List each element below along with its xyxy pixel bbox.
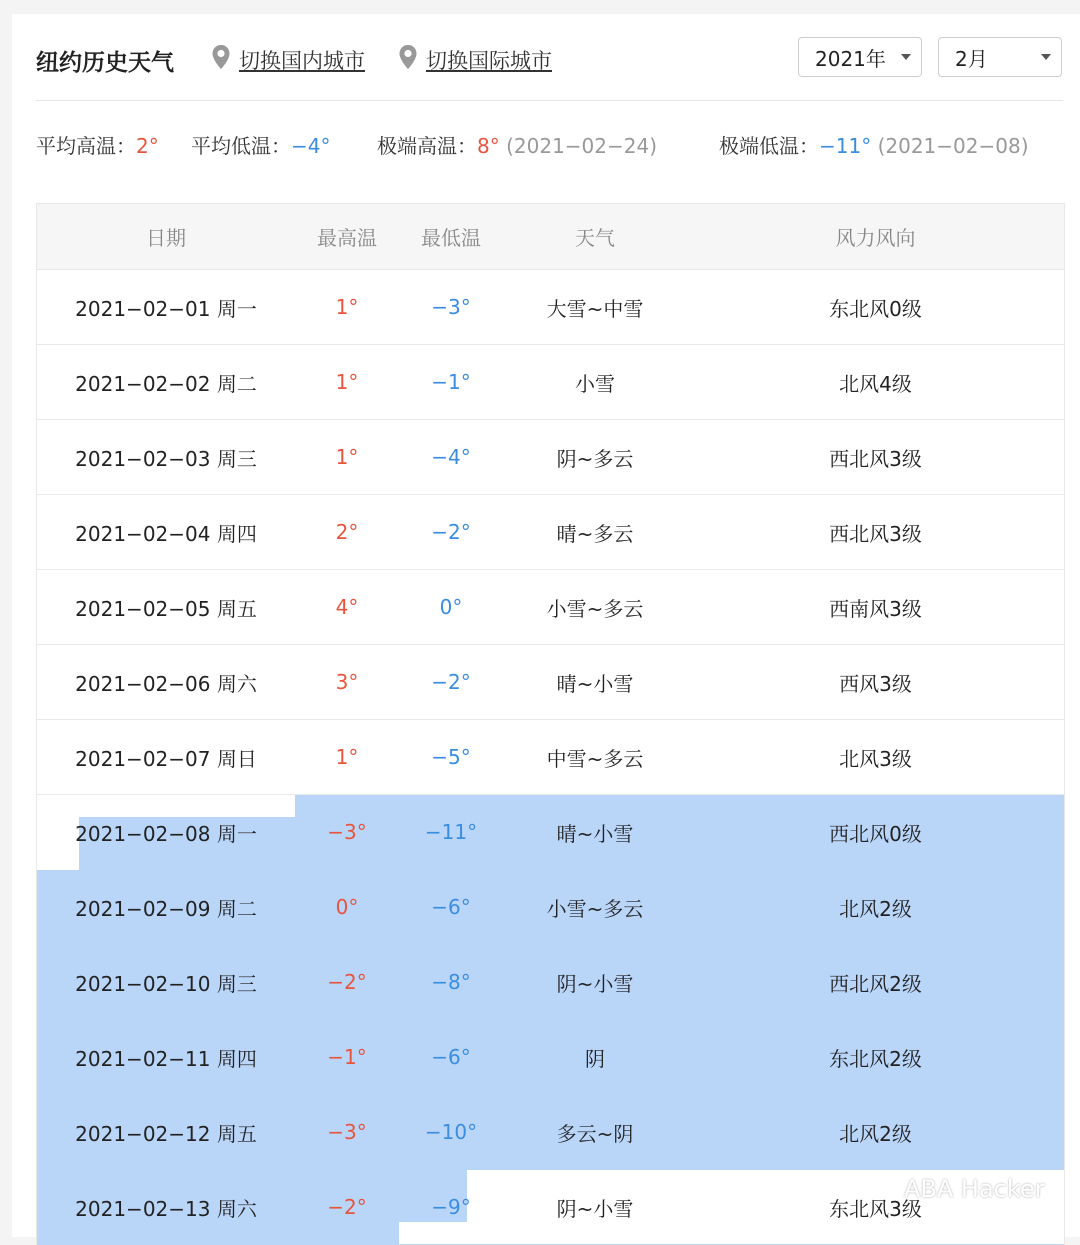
row-high-temp: −2° — [327, 970, 367, 994]
row-weather: 阴 — [585, 1046, 605, 1071]
extreme-high-value: 8° — [477, 134, 500, 158]
year-select-value: 2021年 — [815, 46, 886, 71]
row-wind: 北风2级 — [839, 896, 912, 921]
row-date: 2021−02−02 周二 — [75, 371, 257, 396]
row-high-temp: −3° — [327, 1120, 367, 1144]
row-low-temp: −9° — [431, 1195, 471, 1219]
location-pin-icon — [398, 44, 418, 75]
row-high-temp: 1° — [335, 370, 359, 394]
table-body — [37, 270, 1064, 1245]
row-low-temp: −5° — [431, 745, 471, 769]
column-header-high: 最高温 — [317, 226, 377, 250]
column-header-wind: 风力风向 — [835, 226, 916, 250]
table-row — [37, 1095, 1064, 1170]
avg-high-stat — [36, 130, 159, 159]
row-date: 2021−02−01 周一 — [75, 296, 257, 321]
row-high-temp: −2° — [327, 1195, 367, 1219]
row-date: 2021−02−12 周五 — [75, 1121, 257, 1146]
row-weather: 阴~小雪 — [556, 971, 634, 996]
row-weather: 小雪 — [575, 371, 615, 396]
row-date: 2021−02−07 周日 — [75, 746, 257, 771]
row-date: 2021−02−05 周五 — [75, 596, 257, 621]
row-wind: 西北风2级 — [829, 971, 922, 996]
monthly-stats — [36, 130, 1063, 164]
extreme-high-date: (2021−02−24) — [506, 134, 658, 158]
table-row — [37, 720, 1064, 795]
row-low-temp: −6° — [431, 895, 471, 919]
table-row — [37, 495, 1064, 570]
weather-history-table — [36, 203, 1065, 1245]
table-row — [37, 945, 1064, 1020]
row-date: 2021−02−11 周四 — [75, 1046, 257, 1071]
year-select[interactable] — [798, 37, 922, 77]
row-weather: 中雪~多云 — [546, 746, 644, 771]
extreme-low-stat — [719, 130, 1029, 159]
row-date: 2021−02−04 周四 — [75, 521, 257, 546]
row-high-temp: 0° — [335, 895, 359, 919]
column-header-weather: 天气 — [575, 226, 615, 250]
table-row — [37, 1020, 1064, 1095]
switch-international-label: 切换国际城市 — [426, 48, 552, 73]
switch-international-city-link[interactable] — [398, 44, 552, 75]
switch-domestic-label: 切换国内城市 — [239, 48, 365, 73]
row-wind: 北风3级 — [839, 746, 912, 771]
chevron-down-icon — [1041, 54, 1051, 60]
row-low-temp: −11° — [424, 820, 478, 844]
table-row — [37, 570, 1064, 645]
row-date: 2021−02−03 周三 — [75, 446, 257, 471]
switch-domestic-city-link[interactable] — [211, 44, 365, 75]
table-row — [37, 420, 1064, 495]
row-low-temp: 0° — [439, 595, 463, 619]
row-weather: 阴~多云 — [556, 446, 634, 471]
row-high-temp: 4° — [335, 595, 359, 619]
avg-high-value: 2° — [136, 134, 159, 158]
page-title: 纽约历史天气 — [36, 50, 174, 76]
row-date: 2021−02−13 周六 — [75, 1196, 257, 1221]
chevron-down-icon — [901, 54, 911, 60]
row-wind: 东北风2级 — [829, 1046, 922, 1071]
row-date: 2021−02−06 周六 — [75, 671, 257, 696]
row-low-temp: −6° — [431, 1045, 471, 1069]
avg-low-value: −4° — [291, 134, 331, 158]
column-header-date: 日期 — [146, 226, 186, 250]
row-high-temp: 1° — [335, 445, 359, 469]
avg-low-label: 平均低温： — [191, 134, 291, 158]
extreme-high-stat — [377, 130, 657, 159]
row-wind: 西北风3级 — [829, 521, 922, 546]
extreme-low-value: −11° — [819, 134, 872, 158]
row-wind: 北风4级 — [839, 371, 912, 396]
row-wind: 西南风3级 — [829, 596, 922, 621]
row-weather: 晴~小雪 — [556, 671, 634, 696]
row-low-temp: −8° — [431, 970, 471, 994]
row-wind: 西北风0级 — [829, 821, 922, 846]
row-weather: 多云~阴 — [556, 1121, 634, 1146]
row-wind: 西风3级 — [839, 671, 912, 696]
column-header-low: 最低温 — [421, 226, 481, 250]
row-wind: 东北风3级 — [829, 1196, 922, 1221]
table-row — [37, 870, 1064, 945]
month-select-value: 2月 — [955, 46, 988, 71]
month-select[interactable] — [938, 37, 1062, 77]
table-row — [37, 645, 1064, 720]
row-high-temp: −3° — [327, 820, 367, 844]
row-high-temp: 1° — [335, 295, 359, 319]
table-row — [37, 795, 1064, 870]
row-weather: 阴~小雪 — [556, 1196, 634, 1221]
row-weather: 小雪~多云 — [546, 896, 644, 921]
row-date: 2021−02−08 周一 — [75, 821, 257, 846]
row-date: 2021−02−10 周三 — [75, 971, 257, 996]
row-wind: 北风2级 — [839, 1121, 912, 1146]
watermark — [868, 1174, 1045, 1204]
row-weather: 小雪~多云 — [546, 596, 644, 621]
extreme-low-label: 极端低温： — [719, 134, 819, 158]
table-row — [37, 345, 1064, 420]
row-low-temp: −1° — [431, 370, 471, 394]
row-high-temp: 3° — [335, 670, 359, 694]
location-pin-icon — [211, 44, 231, 75]
avg-high-label: 平均高温： — [36, 134, 136, 158]
page-header — [36, 30, 1063, 101]
extreme-high-label: 极端高温： — [377, 134, 477, 158]
row-wind: 东北风0级 — [829, 296, 922, 321]
row-weather: 大雪~中雪 — [546, 296, 644, 321]
watermark-text: ABA Hacker — [904, 1175, 1045, 1203]
row-low-temp: −3° — [431, 295, 471, 319]
row-low-temp: −10° — [424, 1120, 478, 1144]
row-high-temp: 2° — [335, 520, 359, 544]
row-low-temp: −2° — [431, 520, 471, 544]
row-high-temp: −1° — [327, 1045, 367, 1069]
table-row — [37, 270, 1064, 345]
row-date: 2021−02−09 周二 — [75, 896, 257, 921]
row-low-temp: −2° — [431, 670, 471, 694]
row-wind: 西北风3级 — [829, 446, 922, 471]
avg-low-stat — [191, 130, 330, 159]
table-header — [37, 204, 1064, 270]
wechat-icon — [868, 1174, 898, 1204]
row-weather: 晴~小雪 — [556, 821, 634, 846]
row-low-temp: −4° — [431, 445, 471, 469]
row-weather: 晴~多云 — [556, 521, 634, 546]
row-high-temp: 1° — [335, 745, 359, 769]
extreme-low-date: (2021−02−08) — [877, 134, 1029, 158]
